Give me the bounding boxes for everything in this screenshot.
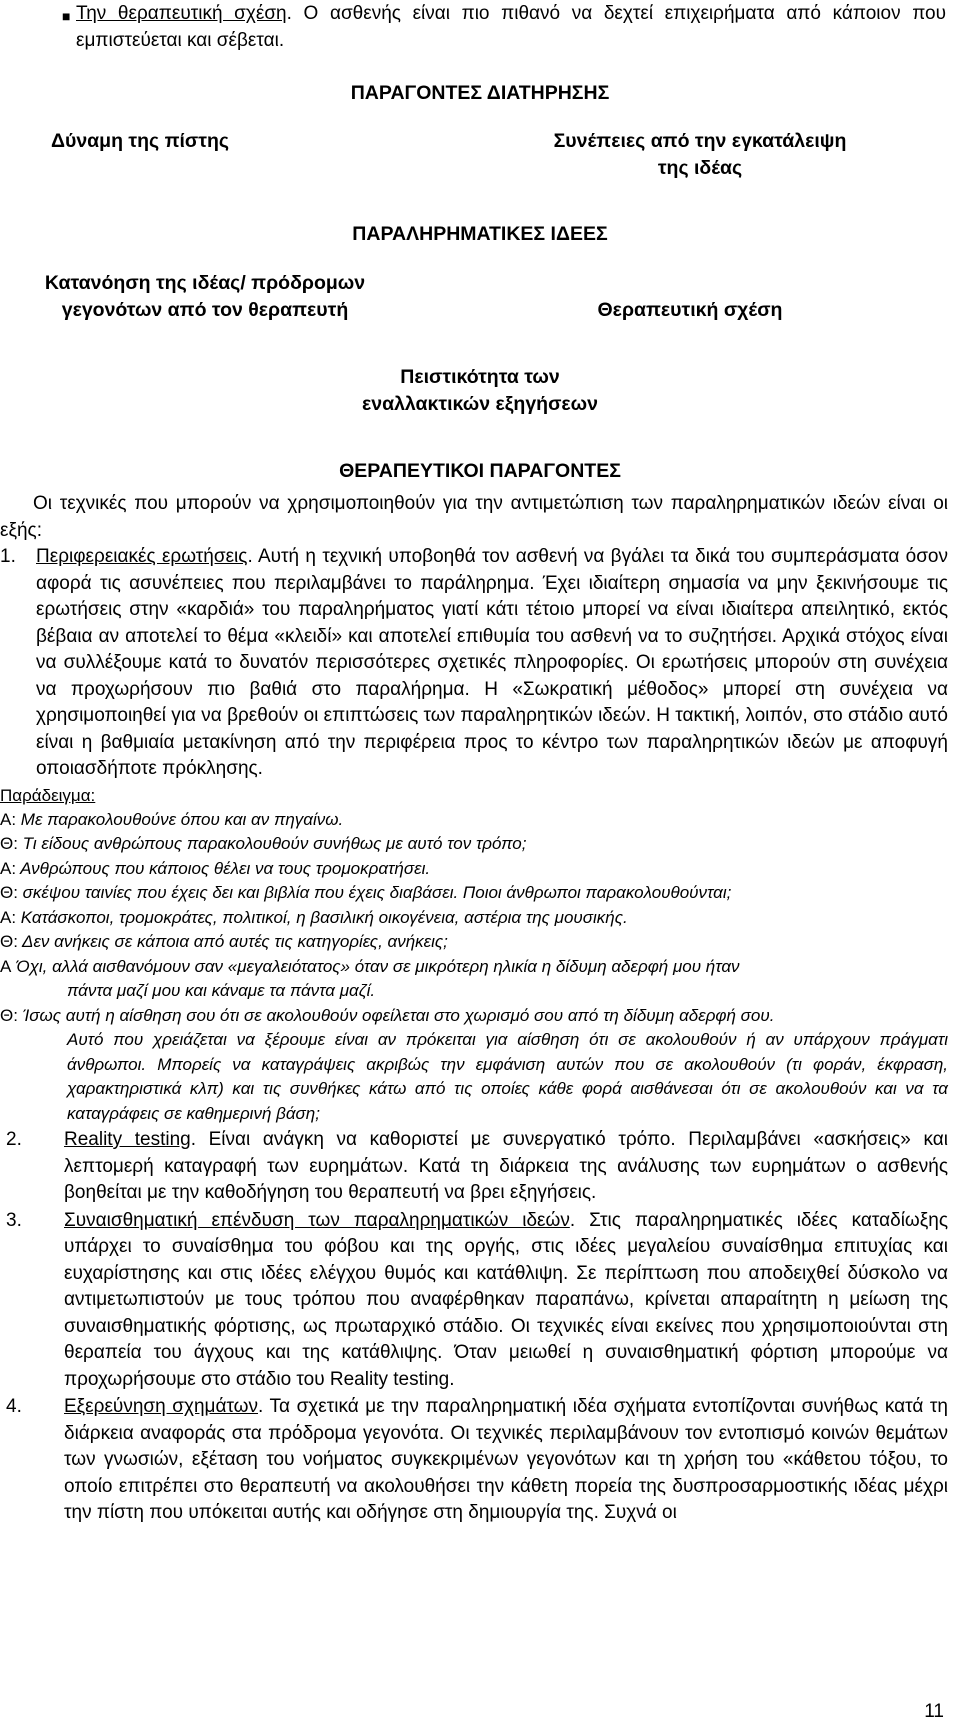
top-bullet-text: . Ο ασθενής είναι πιο πιθανό να δεχτεί επιχειρήματα από κάποιον που εμπιστεύεται και σέβεται. [76,3,947,51]
item-text: . Αυτή η τεχνική υποβοηθά τον ασθενή να βγάλει τα δικά του συμπεράσματα όσον αφορά τις ασυνέπειες που περιλαμβάνει το παράληρημα. Έχει ιδιαίτερη σημασία να μην ξεκινήσουμε τις ερωτήσεις στην «καρδιά» του παραληρήματος γιατί κάτι τέτοιο μπορεί να είναι ιδιαίτερα απειλητικό, εκτός βέβαια αν αποτελεί το θέμα «κλειδί» και αποτελεί επιθυμία του ασθενή να το συζητήσει. Αρχικά στόχος είναι να συλλέξουμε κατά το δυνατόν περισσότερες σχετικές πληροφορίες. Οι ερωτήσεις μπορούν στη συνέχεια να προχωρήσουν πιο βαθιά στο παραλήρημα. Η «Σωκρατική μέθοδος» μπορεί στη συνέχεια να χρησιμοποιηθεί για να βρεθούν οι επιπτώσεις των παραληρητικών ιδεών. Η τακτική, λοιπόν, στο στάδιο αυτό είναι η βαθμιαία μετακίνηση από την περιφέρεια προς το κέντρο των παραληρητικών ιδεών με αποφυγή οποιασδήποτε πρόκλησης. [36,546,948,779]
item-text: . Τα σχετικά με την παραληρηματική ιδέα σχήματα εντοπίζονται συνήθως κατά τη διάρκεια αναφοράς στα πρόδρομα γεγονότα. Οι τεχνικές περιλαμβάνουν τον εντοπισμό κοινών θεμάτων των γνωσιών, εξέταση του νοήματος συγκεκριμένων γεγονότων και τη χρήση του «κάθετου τόξου, το οποίο επιτρέπει στο θεραπευτή να ακολουθήσει την κάθετη πορεία της δυσπροσαρμοστικής ιδέας μέχρι την πίστη που υπόκειται αυτής και οδήγησε στη δημιουργία της. Συχνά οι [64,1396,948,1523]
item-text: . Είναι ανάγκη να καθοριστεί με συνεργατικό τρόπο. Περιλαμβάνει «ασκήσεις» και λεπτομερή καταγραφή των ευρημάτων. Κατά τη διάρκεια της ανάλυσης των ευρημάτων ο ασθενής βοηθείται με την καθοδήγηση του θεραπευτή να βρει εξηγήσεις. [64,1129,948,1203]
dialogue-line: Θ: σκέψου ταινίες που έχεις δει και βιβλία που έχεις διαβάσει. Ποιοι άνθρωποι παρακολουθούνται; [0,883,732,902]
dialogue-line: Α: Κατάσκοποι, τρομοκράτες, πολιτικοί, η βασιλική οικογένεια, αστέρια της μουσικής. [0,907,628,927]
understanding-label-line2: γεγονότων από τον θεραπευτή [61,299,349,321]
example-title: Παράδειγμα: [0,785,96,805]
techniques-list [0,544,948,1527]
item-number: 3. [6,1209,22,1231]
therapeutic-factors-title: ΘΕΡΑΠΕΥΤΙΚΟΙ ΠΑΡΑΓΟΝΤΕΣ [339,460,621,482]
techniques-intro: Οι τεχνικές που μπορούν να χρησιμοποιηθούν για την αντιμετώπιση των παραληρηματικών ιδεών είναι οι εξής: [0,493,948,541]
maintenance-factors-title: ΠΑΡΑΓΟΝΤΕΣ ΔΙΑΤΗΡΗΣΗΣ [350,82,610,104]
page-number: 11 [924,1701,944,1722]
item-title: Εξερεύνηση σχημάτων [64,1396,259,1417]
dialogue-line: Α: Ανθρώπους που κάποιος θέλει να τους τρομοκρατήσει. [0,858,431,878]
technique-item-3 [0,1208,948,1394]
technique-item-1 [0,544,948,783]
dialogue-line: Θ: Ίσως αυτή η αίσθηση σου ότι σε ακολουθούν οφείλεται στο χωρισμό σου από τη δίδυμη αδερφή σου. [0,1005,775,1025]
technique-item-4 [0,1394,948,1527]
persuasiveness-label-line1: Πειστικότητα των [400,366,560,388]
therapeutic-relationship-link: Την θεραπευτική σχέση [76,3,287,24]
dialogue-line-continued: πάντα μαζί μου και κάναμε τα πάντα μαζί. [67,981,376,1000]
dialogue-line: Α Όχι, αλλά αισθανόμουν σαν «μεγαλειότατος» όταν σε μικρότερη ηλικία η δίδυμη αδερφή μου ήταν [0,956,740,976]
consequences-label-line1: Συνέπειες από την εγκατάλειψη [553,130,847,152]
dialogue-line: Θ: Τι είδους ανθρώπους παρακολουθούν συνήθως με αυτό τον τρόπο; [0,834,527,853]
item-title: Συναισθηματική επένδυση των παραληρηματικών ιδεών [64,1209,570,1231]
therapeutic-relationship-label: Θεραπευτική σχέση [597,299,783,321]
technique-item-2 [0,1127,948,1207]
square-bullet-icon: ■ [62,8,71,24]
delusional-ideas-title: ΠΑΡΑΛΗΡΗΜΑΤΙΚΕΣ ΙΔΕΕΣ [352,223,608,245]
item-title: Reality testing [64,1129,191,1150]
consequences-label-line2: της ιδέας [657,157,743,179]
dialogue-line: Α: Με παρακολουθούνε όπου και αν πηγαίνω. [0,809,344,829]
item-title: Περιφερειακές ερωτήσεις [36,546,248,567]
item-number: 2. [6,1129,22,1150]
persuasiveness-label-line2: εναλλακτικών εξηγήσεων [362,393,598,415]
dialogue-line-continued: Αυτό που χρειάζεται να ξέρουμε είναι αν πρόκειται για αίσθηση ότι σε ακολουθούν ή αν υπάρχουν πράγματι άνθρωποι. Μπορείς να καταγράψεις ακριβώς την εμφάνιση αυτών που σε ακολουθούν (τι φοράν, έκφραση, χαρακτηριστικά κλπ) και τις συνθήκες κάτω από τις οποίες κάθε φορά αισθάνεσαι ότι σε ακολουθούν και να τα καταγράφεις σε καθημερινή βάση; [67,1030,948,1123]
item-text: . Στις παραληρηματικές ιδέες καταδίωξης υπάρχει το συναίσθημα του φόβου και της οργής, στις ιδέες μεγαλείου συναίσθημα επιτυχίας και ευχαρίστησης και στις ιδέες ελέγχου θυμός και κατάθλιψη. Σε περίπτωση που αποδειχθεί δύσκολο να αντιμετωπιστούν με τους τρόπου που αναφέρθηκαν παραπάνω, κρίνεται απαραίτητη η μείωση της συναισθηματικής φόρτισης, ως πρωταρχικό στάδιο. Οι τεχνικές είναι εκείνες που χρησιμοποιούνται στη θεραπεία του άγχους και της κατάθλιψης. Όταν μειωθεί η συναισθηματική φόρτιση μπορούμε να προχωρήσουμε στο στάδιο του Reality testing. [64,1209,948,1390]
dialogue-line: Θ: Δεν ανήκεις σε κάποια από αυτές τις κατηγορίες, ανήκεις; [0,932,448,951]
top-bullet-paragraph [62,0,947,54]
understanding-label-line1: Κατανόηση της ιδέας/ πρόδρομων [44,272,366,294]
item-number: 4. [6,1396,22,1417]
power-of-belief-label: Δύναμη της πίστης [50,130,230,152]
example-block [0,784,948,1127]
item-number: 1. [0,546,16,567]
